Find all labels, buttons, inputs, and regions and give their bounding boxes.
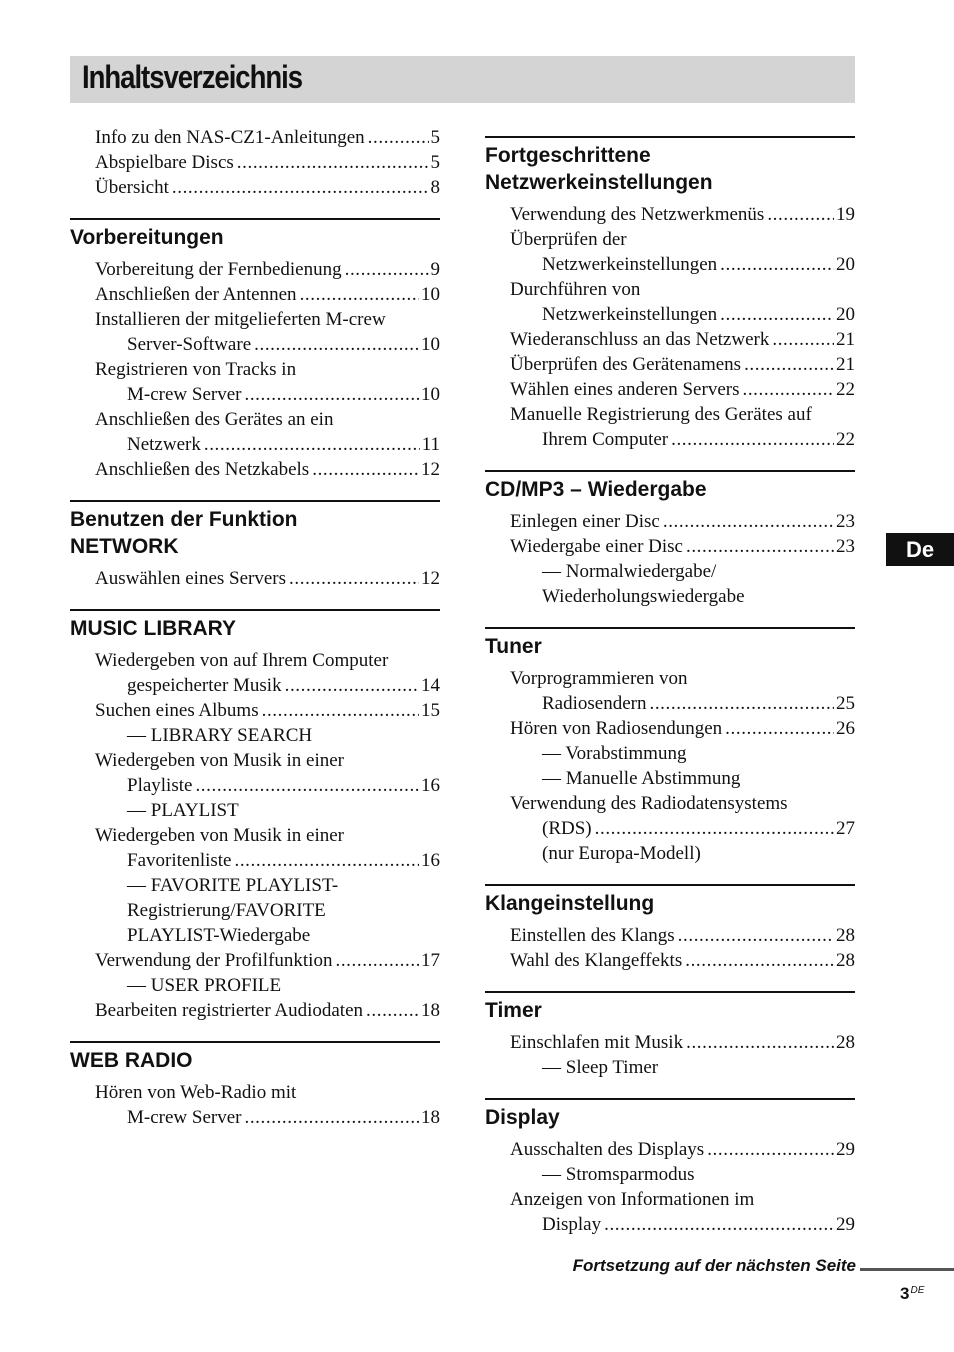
toc-entry[interactable]: Wiedergeben von auf Ihrem Computer gespeicherter Musik ..... 14 <box>95 648 440 698</box>
continued-note: Fortsetzung auf der nächsten Seite <box>572 1256 856 1275</box>
toc-entry[interactable]: Wiederanschluss an das Netzwerk ..... 21 <box>510 327 855 352</box>
toc-entry[interactable]: Anschließen des Netzkabels ..... 12 <box>95 457 440 482</box>
section-heading: Tuner <box>485 635 542 658</box>
toc-entry[interactable]: Überprüfen der Netzwerkeinstellungen ..... 20 <box>510 227 855 277</box>
toc-entry[interactable]: Manuelle Registrierung des Gerätes auf Ihrem Computer ..... 22 <box>510 402 855 452</box>
section-klangeinstellung <box>485 884 855 973</box>
title-bar <box>70 56 855 103</box>
toc-entry[interactable]: Hören von Radiosendungen ..... 26 — Vorabstimmung — Manuelle Abstimmung <box>510 716 855 791</box>
right-column <box>485 136 855 1237</box>
toc-entry[interactable]: Bearbeiten registrierter Audiodaten ..... 18 <box>95 998 440 1023</box>
section-heading: Fortgeschrittene Netzwerkeinstellungen <box>485 144 713 194</box>
intro-entries <box>70 125 440 200</box>
toc-entry[interactable]: Wiedergeben von Musik in einer Favoritenliste ..... 16 — FAVORITE PLAYLIST- Registrierung/FAVORITE PLAYLIST-Wiedergabe <box>95 823 440 948</box>
language-tab: De <box>886 533 954 566</box>
section-netzwerk <box>485 136 855 452</box>
toc-entry[interactable]: Ausschalten des Displays ..... 29 — Stromsparmodus <box>510 1137 855 1187</box>
page-title: Inhaltsverzeichnis <box>82 59 303 95</box>
section-cd-mp3 <box>485 470 855 609</box>
toc-entry[interactable]: Überprüfen des Gerätenamens ..... 21 <box>510 352 855 377</box>
page-number: 3DE <box>900 1284 925 1303</box>
section-heading: Klangeinstellung <box>485 892 655 915</box>
toc-entry[interactable]: Anzeigen von Informationen im Display ..... 29 <box>510 1187 855 1237</box>
section-heading: Vorbereitungen <box>70 226 224 249</box>
toc-entry[interactable]: Durchführen von Netzwerkeinstellungen ..... 20 <box>510 277 855 327</box>
toc-entry[interactable]: Wiedergabe einer Disc ..... 23 — Normalwiedergabe/ Wiederholungswiedergabe <box>510 534 855 609</box>
toc-entry[interactable]: Wiedergeben von Musik in einer Playliste ..... 16 — PLAYLIST <box>95 748 440 823</box>
toc-entry[interactable]: Übersicht ..... 8 <box>95 175 440 200</box>
toc-entry[interactable]: Anschließen der Antennen ..... 10 <box>95 282 440 307</box>
section-web-radio <box>70 1041 440 1130</box>
toc-entry[interactable]: Wahl des Klangeffekts ..... 28 <box>510 948 855 973</box>
toc-entry[interactable]: Wählen eines anderen Servers ..... 22 <box>510 377 855 402</box>
toc-entry[interactable]: Verwendung der Profilfunktion ..... 17 — USER PROFILE <box>95 948 440 998</box>
toc-entry[interactable]: Suchen eines Albums ..... 15 — LIBRARY SEARCH <box>95 698 440 748</box>
toc-entry[interactable]: Verwendung des Netzwerkmenüs ..... 19 <box>510 202 855 227</box>
section-heading: Display <box>485 1106 560 1129</box>
toc-entry[interactable]: Anschließen des Gerätes an ein Netzwerk ..... 11 <box>95 407 440 457</box>
toc-entry[interactable]: Hören von Web-Radio mit M-crew Server ..... 18 <box>95 1080 440 1130</box>
continued-rule <box>860 1268 954 1271</box>
section-heading: WEB RADIO <box>70 1049 193 1072</box>
section-network <box>70 500 440 591</box>
left-column <box>70 125 440 1130</box>
toc-entry[interactable]: Vorprogrammieren von Radiosendern ..... 25 <box>510 666 855 716</box>
section-heading: Benutzen der Funktion NETWORK <box>70 508 298 558</box>
toc-entry[interactable]: Einlegen einer Disc ..... 23 <box>510 509 855 534</box>
toc-entry[interactable]: Verwendung des Radiodatensystems (RDS) ..... 27 (nur Europa-Modell) <box>510 791 855 866</box>
toc-entry[interactable]: Installieren der mitgelieferten M-crew Server-Software ..... 10 <box>95 307 440 357</box>
toc-entry[interactable]: Einstellen des Klangs ..... 28 <box>510 923 855 948</box>
toc-entry[interactable]: Registrieren von Tracks in M-crew Server ..... 10 <box>95 357 440 407</box>
toc-entry[interactable]: Auswählen eines Servers ..... 12 <box>95 566 440 591</box>
section-vorbereitungen <box>70 218 440 482</box>
toc-entry[interactable]: Info zu den NAS-CZ1-Anleitungen ..... 5 <box>95 125 440 150</box>
section-tuner <box>485 627 855 866</box>
section-heading: CD/MP3 – Wiedergabe <box>485 478 707 501</box>
section-timer <box>485 991 855 1080</box>
section-heading: MUSIC LIBRARY <box>70 617 237 640</box>
section-music-library <box>70 609 440 1023</box>
toc-entry[interactable]: Abspielbare Discs ..... 5 <box>95 150 440 175</box>
toc-entry[interactable]: Vorbereitung der Fernbedienung ..... 9 <box>95 257 440 282</box>
section-heading: Timer <box>485 999 542 1022</box>
section-display <box>485 1098 855 1237</box>
toc-entry[interactable]: Einschlafen mit Musik ..... 28 — Sleep Timer <box>510 1030 855 1080</box>
